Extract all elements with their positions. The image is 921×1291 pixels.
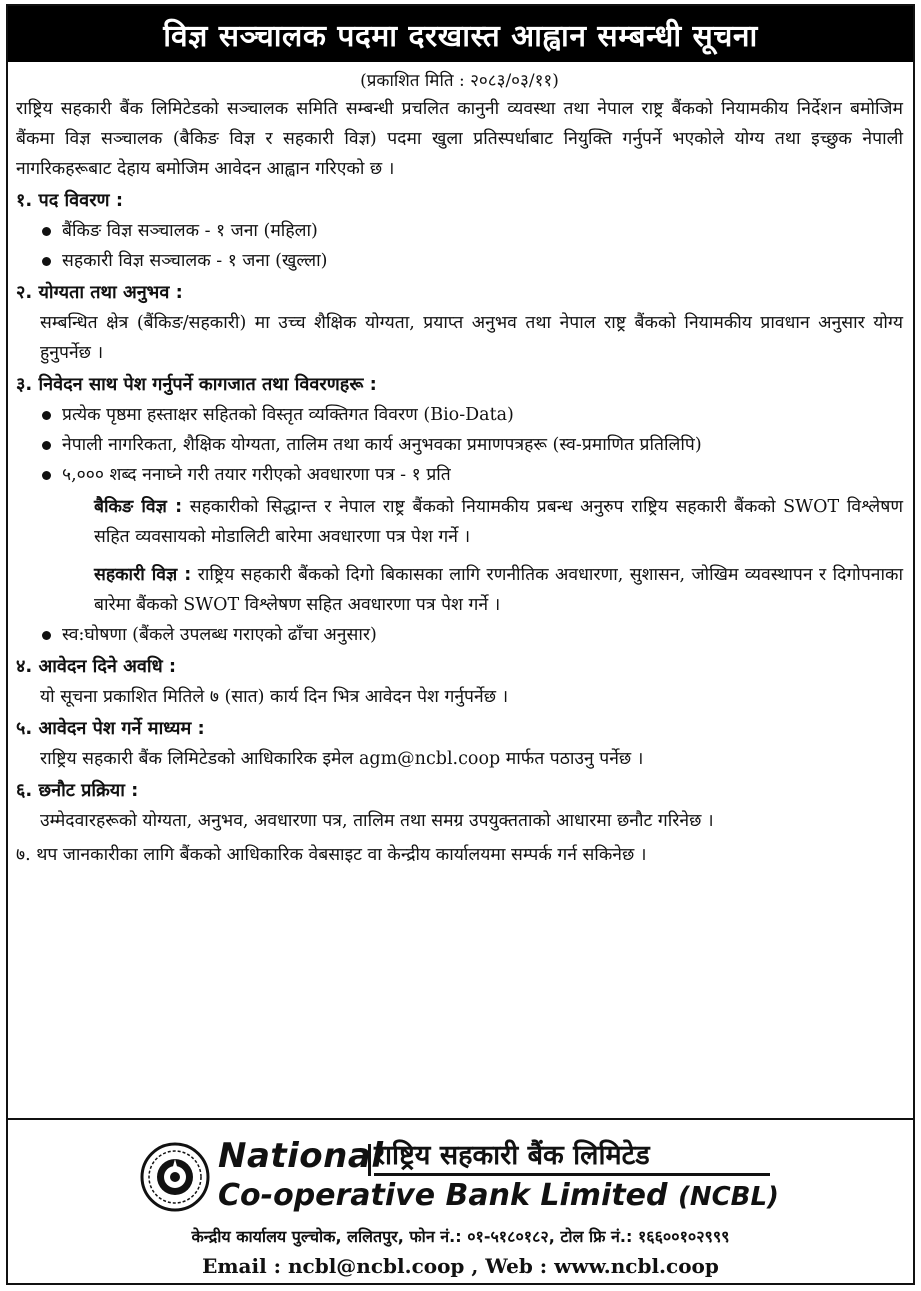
- bullet-icon: [42, 631, 51, 640]
- list-item: प्रत्येक पृष्ठमा हस्ताक्षर सहितको विस्तृत व्यक्तिगत विवरण (Bio-Data): [40, 400, 903, 430]
- section-3-list: [16, 400, 903, 490]
- bank-abbr: (NCBL): [677, 1182, 779, 1212]
- published-date: (प्रकाशित मिति : २०८३/०३/११): [360, 71, 559, 91]
- banking-expert-label: बैकिङ विज्ञ :: [94, 497, 183, 517]
- section-6-heading: ६. छनौट प्रक्रिया :: [16, 780, 139, 801]
- coop-expert-paragraph: [16, 560, 903, 620]
- section-1-heading: १. पद विवरण :: [16, 190, 124, 211]
- section-6-text: उम्मेदवारहरूको योग्यता, अनुभव, अवधारणा पत्र, तालिम तथा समग्र उपयुक्तताको आधारमा छनौट गरिनेछ ।: [40, 811, 714, 831]
- banking-expert-text: सहकारीको सिद्धान्त र नेपाल राष्ट्र बैंकको नियामकीय प्रबन्ध अनुरुप राष्ट्रिय सहकारी बैंकको SWOT विश्लेषण सहित व्यवसायको मोडालिटी बारेमा अवधारणा पत्र पेश गर्ने ।: [94, 497, 903, 547]
- coop-expert-label: सहकारी विज्ञ :: [94, 565, 192, 585]
- bullet-icon: [42, 257, 51, 266]
- section-5-text: राष्ट्रिय सहकारी बैंक लिमिटेडको आधिकारिक इमेल agm@ncbl.coop मार्फत पठाउनु पर्नेछ ।: [40, 749, 644, 769]
- bank-contact: Email : ncbl@ncbl.coop , Web : www.ncbl.coop: [202, 1254, 719, 1278]
- section-3-heading: ३. निवेदन साथ पेश गर्नुपर्ने कागजात तथा विवरणहरू :: [16, 374, 377, 395]
- section-1-list: [16, 216, 903, 276]
- section-4-heading: ४. आवेदन दिने अवधि :: [16, 656, 177, 677]
- section-2-text: सम्बन्धित क्षेत्र (बैंकिङ/सहकारी) मा उच्च शैक्षिक योग्यता, प्रयाप्त अनुभव तथा नेपाल राष्ट्र बैंकको नियामकीय प्रावधान अनुसार योग्य हुनुपर्नेछ ।: [40, 313, 903, 363]
- list-item: सहकारी विज्ञ सञ्चालक - १ जना (खुल्ला): [40, 246, 903, 276]
- bank-seal-icon: [140, 1142, 210, 1212]
- bank-name-en-line1: National: [218, 1136, 384, 1176]
- coop-expert-text: राष्ट्रिय सहकारी बैंकको दिगो बिकासका लागि रणनीतिक अवधारणा, सुशासन, जोखिम व्यवस्थापन र दिगोपनाका बारेमा बैंकको SWOT विश्लेषण सहित अवधारणा पत्र पेश गर्ने ।: [94, 565, 903, 615]
- banking-expert-paragraph: [16, 492, 903, 552]
- section-2-heading: २. योग्यता तथा अनुभव :: [16, 282, 183, 303]
- bullet-icon: [42, 441, 51, 450]
- list-item: बैंकिङ विज्ञ सञ्चालक - १ जना (महिला): [40, 216, 903, 246]
- bank-name-en-line2: Co-operative Bank Limited (NCBL): [218, 1178, 779, 1213]
- list-item: नेपाली नागरिकता, शैक्षिक योग्यता, तालिम तथा कार्य अनुभवका प्रमाणपत्रहरू (स्व-प्रमाणित प्रतिलिपि): [40, 430, 903, 460]
- notice-body: [8, 62, 913, 1112]
- bullet-icon: [42, 227, 51, 236]
- footer-divider: [8, 1118, 913, 1120]
- footer: [8, 1122, 913, 1285]
- bank-address: केन्द्रीय कार्यालय पुल्चोक, ललितपुर, फोन नं.: ०१-५१८०१८२, टोल फ्रि नं.: १६६००१०२९९९: [191, 1227, 730, 1246]
- section-4-text: यो सूचना प्रकाशित मितिले ७ (सात) कार्य दिन भित्र आवेदन पेश गर्नुपर्नेछ ।: [40, 687, 509, 707]
- notice-document: [6, 4, 915, 1285]
- section-7-text: ७. थप जानकारीका लागि बैंकको आधिकारिक वेबसाइट वा केन्द्रीय कार्यालयमा सम्पर्क गर्न सकिनेछ ।: [16, 845, 647, 865]
- list-item: स्व:घोषणा (बैंकले उपलब्ध गराएको ढाँचा अनुसार): [40, 620, 903, 650]
- notice-title: विज्ञ सञ्चालक पदमा दरखास्त आह्वान सम्बन्धी सूचना: [8, 6, 913, 62]
- intro-paragraph: राष्ट्रिय सहकारी बैंक लिमिटेडको सञ्चालक समिति सम्बन्धी प्रचलित कानुनी व्यवस्था तथा नेपाल राष्ट्र बैंकको नियामकीय निर्देशन बमोजिम बैंकमा विज्ञ सञ्चालक (बैकिङ विज्ञ र सहकारी विज्ञ) पदमा खुला प्रतिस्पर्धाबाट नियुक्ति गर्नुपर्ने भएकोले योग्य तथा इच्छुक नेपाली नागरिकहरूबाट देहाय बमोजिम आवेदन आह्वान गरिएको छ ।: [16, 99, 903, 179]
- section-5-heading: ५. आवेदन पेश गर्ने माध्यम :: [16, 718, 205, 739]
- bank-name-np: राष्ट्रिय सहकारी बैंक लिमिटेड: [374, 1138, 770, 1176]
- section-3-list-last: [16, 620, 903, 650]
- list-item: ५,००० शब्द ननाघ्ने गरी तयार गरीएको अवधारणा पत्र - १ प्रति: [40, 460, 903, 490]
- bullet-icon: [42, 411, 51, 420]
- bullet-icon: [42, 471, 51, 480]
